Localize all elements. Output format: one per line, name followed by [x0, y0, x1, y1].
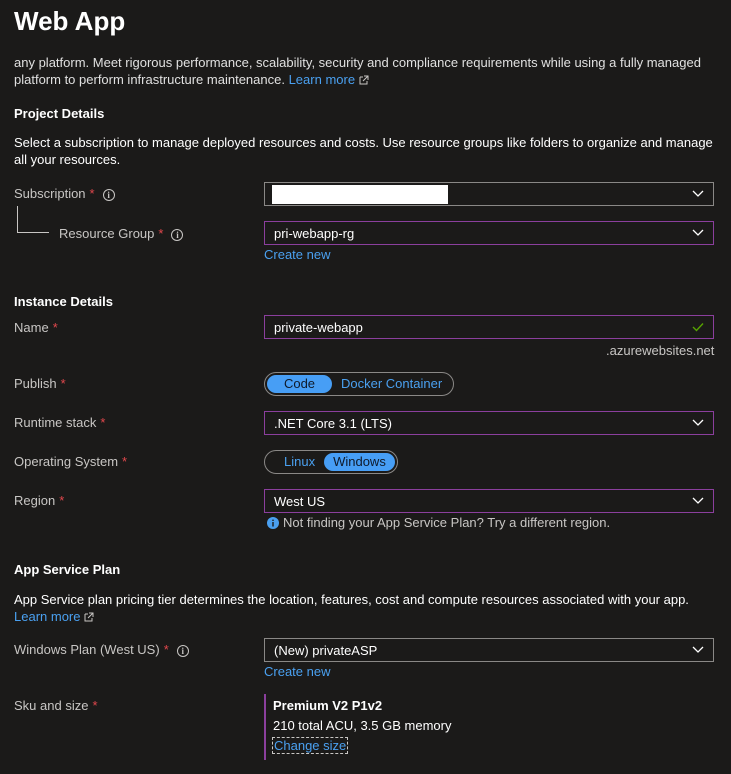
page-title: Web App — [14, 6, 126, 36]
app-service-plan-heading: App Service Plan — [14, 562, 121, 577]
required-marker: * — [122, 454, 128, 469]
tree-connector — [17, 206, 49, 233]
page-header — [0, 0, 731, 52]
windows-plan-dropdown[interactable] — [264, 638, 714, 662]
os-option-windows[interactable]: Windows — [324, 453, 395, 471]
info-icon — [267, 517, 279, 529]
required-marker: * — [52, 320, 58, 335]
external-link-icon — [84, 612, 94, 622]
operating-system-toggle[interactable] — [264, 450, 398, 474]
region-value: West US — [274, 494, 326, 509]
project-details-description: Select a subscription to manage deployed resources and costs. Use resource groups like folders to organize and manage all your resources. — [14, 135, 713, 167]
sku-detail: 210 total ACU, 3.5 GB memory — [273, 718, 452, 733]
sku-name: Premium V2 P1v2 — [273, 698, 383, 713]
info-icon[interactable]: i — [171, 229, 183, 241]
chevron-down-icon — [692, 229, 704, 237]
windows-plan-value: (New) privateASP — [274, 643, 378, 658]
intro-text: any platform. Meet rigorous performance, scalability, security and compliance requirements while using a fully managed platform to perform infrastructure maintenance. Learn more — [14, 55, 701, 87]
publish-option-docker[interactable]: Docker Container — [341, 376, 443, 391]
sku-size-label: Sku and size * — [14, 698, 98, 713]
chevron-down-icon — [692, 646, 704, 654]
subscription-label: Subscription * i — [14, 186, 115, 201]
required-marker: * — [59, 493, 65, 508]
runtime-stack-value: .NET Core 3.1 (LTS) — [274, 416, 392, 431]
windows-plan-label: Windows Plan (West US) * i — [14, 642, 189, 657]
publish-option-code[interactable]: Code — [267, 375, 332, 393]
app-service-plan-description: App Service plan pricing tier determines the location, features, cost and compute resources associated with your app. Learn more — [14, 592, 689, 624]
name-input[interactable] — [264, 315, 714, 339]
required-marker: * — [89, 186, 95, 201]
operating-system-label: Operating System * — [14, 454, 128, 469]
required-marker: * — [158, 226, 164, 241]
project-details-heading: Project Details — [14, 106, 105, 121]
resource-group-value: pri-webapp-rg — [274, 226, 355, 241]
subscription-redacted-value — [272, 185, 448, 204]
instance-details-heading: Instance Details — [14, 294, 113, 309]
region-label: Region * — [14, 493, 65, 508]
learn-more-link[interactable]: Learn more — [288, 72, 356, 87]
info-icon[interactable]: i — [103, 189, 115, 201]
runtime-stack-dropdown[interactable] — [264, 411, 714, 435]
info-icon[interactable]: i — [177, 645, 189, 657]
name-value: private-webapp — [274, 320, 363, 335]
resource-group-dropdown[interactable] — [264, 221, 714, 245]
create-new-resource-group-link[interactable]: Create new — [264, 247, 331, 262]
os-option-linux[interactable]: Linux — [284, 454, 316, 469]
publish-label: Publish * — [14, 376, 66, 391]
name-label: Name * — [14, 320, 58, 335]
create-new-plan-link[interactable]: Create new — [264, 664, 331, 679]
external-link-icon — [359, 75, 369, 85]
chevron-down-icon — [692, 190, 704, 198]
runtime-stack-label: Runtime stack * — [14, 415, 106, 430]
learn-more-link[interactable]: Learn more — [14, 609, 81, 624]
required-marker: * — [100, 415, 106, 430]
region-dropdown[interactable] — [264, 489, 714, 513]
publish-toggle[interactable] — [264, 372, 454, 396]
checkmark-icon — [692, 322, 704, 332]
resource-group-label: Resource Group * i — [59, 226, 183, 241]
region-hint: Not finding your App Service Plan? Try a different region. — [267, 515, 610, 530]
subscription-dropdown[interactable] — [264, 182, 714, 206]
sku-focus-bar — [264, 694, 266, 760]
chevron-down-icon — [692, 419, 704, 427]
required-marker: * — [60, 376, 66, 391]
name-suffix: .azurewebsites.net — [606, 343, 715, 358]
required-marker: * — [92, 698, 98, 713]
chevron-down-icon — [692, 497, 704, 505]
required-marker: * — [163, 642, 169, 657]
change-size-link[interactable]: Change size — [274, 738, 347, 753]
